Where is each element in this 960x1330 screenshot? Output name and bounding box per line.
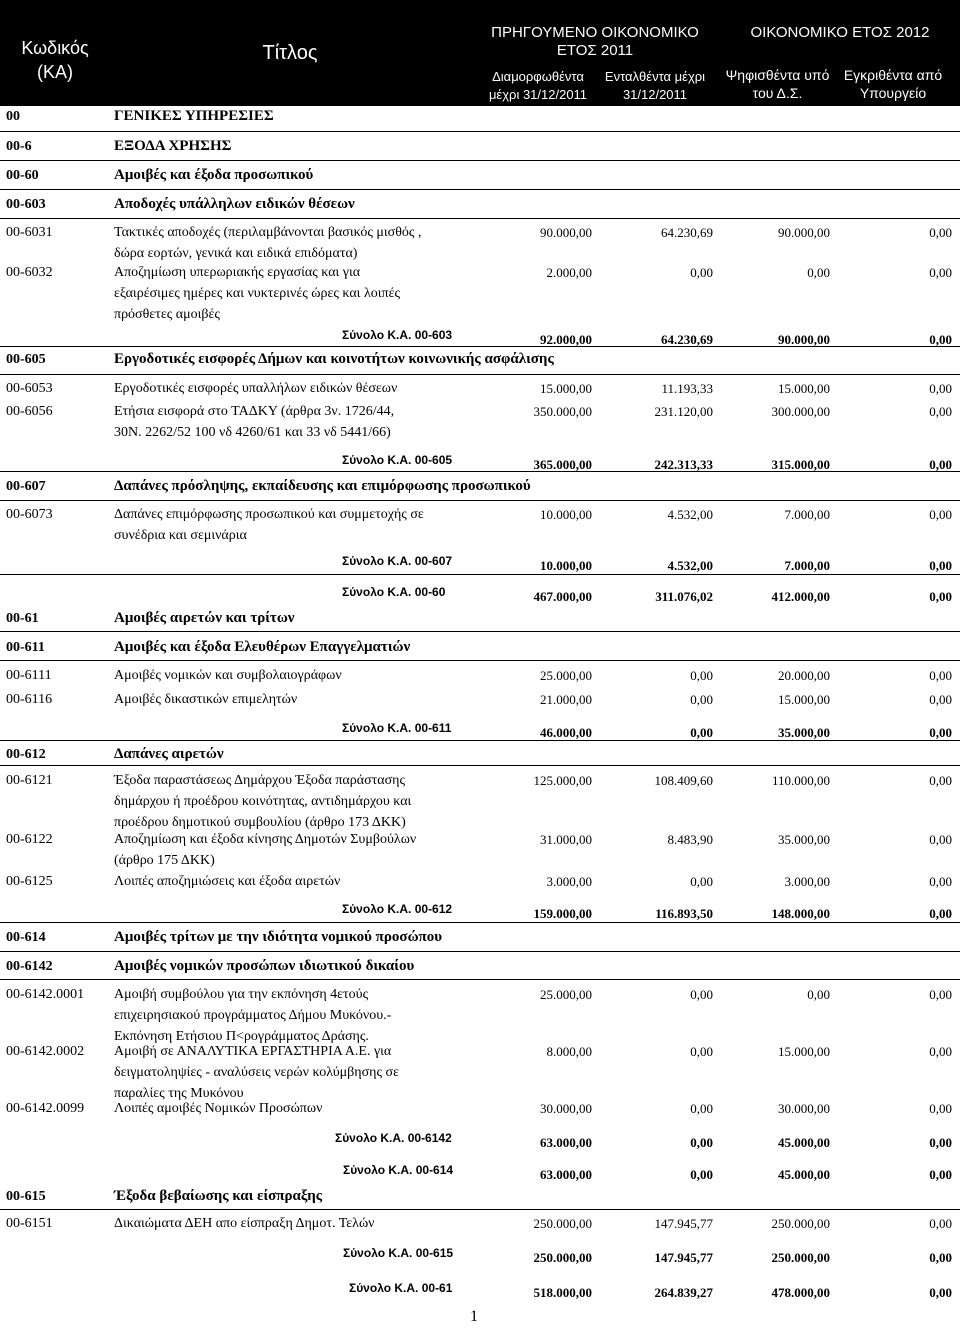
row-divider [0, 951, 960, 952]
amount-cell: 4.532,00 [667, 507, 713, 522]
account-title: Τακτικές αποδοχές (περιλαμβάνονται βασικός μισθός , [114, 225, 422, 240]
amount-cell: 478.000,00 [771, 1285, 830, 1300]
header-prev-committed: Ενταλθέντα μέχρι 31/12/2011 [604, 69, 706, 102]
account-title: επιχειρησιακού προγράμματος Δήμου Μυκόνου.- [114, 1008, 392, 1023]
row-divider [0, 1209, 960, 1210]
amount-cell: 108.409,60 [654, 773, 713, 788]
account-title: προέδρου δημοτικού συμβουλίου (άρθρο 173 ΔΚΚ) [114, 815, 406, 830]
account-code: 00-611 [6, 640, 45, 655]
account-title: δημάρχου ή προέδρου κοινότητας, αντιδημάρχου και [114, 794, 412, 809]
subtotal-label: Σύνολο Κ.Α. 00-61 [349, 1281, 453, 1295]
account-title: Ετήσια εισφορά στο ΤΑΔΚΥ (άρθρα 3ν. 1726/44, [114, 404, 395, 419]
row-divider [0, 500, 960, 501]
header-prev-shaped: Διαμορφωθέντα μέχρι 31/12/2011 [488, 69, 588, 102]
amount-cell: 242.313,33 [654, 457, 713, 472]
account-code: 00-6032 [6, 265, 53, 280]
account-code: 00-6056 [6, 404, 53, 419]
row-divider [0, 574, 960, 575]
account-code: 00-6111 [6, 668, 52, 683]
amount-cell: 25.000,00 [540, 987, 592, 1002]
amount-cell: 31.000,00 [540, 832, 592, 847]
account-title: Αμοιβές νομικών και συμβολαιογράφων [114, 668, 342, 683]
section-title: ΓΕΝΙΚΕΣ ΥΠΗΡΕΣΙΕΣ [114, 108, 274, 124]
account-code: 00-614 [6, 930, 46, 945]
amount-cell: 0,00 [929, 381, 952, 396]
row-divider [0, 631, 960, 632]
amount-cell: 300.000,00 [771, 404, 830, 419]
amount-cell: 148.000,00 [771, 906, 830, 921]
amount-cell: 467.000,00 [533, 589, 592, 604]
amount-cell: 0,00 [690, 668, 713, 683]
account-title: δώρα εορτών, γενικά και ειδικά επιδόματα) [114, 246, 358, 261]
account-title: παραλίες της Μυκόνου [114, 1086, 244, 1101]
account-code: 00-6125 [6, 874, 53, 889]
amount-cell: 110.000,00 [771, 773, 830, 788]
row-divider [0, 979, 960, 980]
page-number: 1 [470, 1308, 478, 1325]
account-code: 00-6116 [6, 692, 53, 707]
account-code: 00-6122 [6, 832, 53, 847]
amount-cell: 0,00 [929, 1167, 952, 1182]
amount-cell: 35.000,00 [778, 832, 830, 847]
amount-cell: 0,00 [690, 1167, 713, 1182]
amount-cell: 0,00 [929, 692, 952, 707]
subtotal-label: Σύνολο Κ.Α. 00-607 [342, 554, 453, 568]
subtotal-label: Σύνολο Κ.Α. 00-6142 [335, 1131, 452, 1145]
subtotal-label: Σύνολο Κ.Α. 00-605 [342, 453, 453, 467]
amount-cell: 147.945,77 [654, 1216, 713, 1231]
amount-cell: 0,00 [929, 1216, 952, 1231]
amount-cell: 365.000,00 [533, 457, 592, 472]
amount-cell: 0,00 [807, 265, 830, 280]
amount-cell: 35.000,00 [778, 725, 830, 740]
account-title: Εκπόνηση Ετήσιου Π<ρογράμματος Δράσης. [114, 1029, 369, 1044]
amount-cell: 116.893,50 [655, 906, 713, 921]
row-divider [0, 160, 960, 161]
account-code: 00-61 [6, 611, 39, 626]
account-code: 00-6142.0099 [6, 1101, 85, 1116]
account-code: 00-6151 [6, 1216, 53, 1231]
row-divider [0, 765, 960, 766]
amount-cell: 0,00 [929, 874, 952, 889]
amount-cell: 250.000,00 [533, 1216, 592, 1231]
amount-cell: 0,00 [690, 1135, 713, 1150]
account-title: 30Ν. 2262/52 100 νδ 4260/61 και 33 νδ 5441/66) [114, 425, 391, 440]
amount-cell: 0,00 [929, 1285, 952, 1300]
row-divider [0, 374, 960, 375]
amount-cell: 8.483,90 [667, 832, 713, 847]
account-title: Αμοιβή σε ΑΝΑΛΥΤΙΚΑ ΕΡΓΑΣΤΗΡΙΑ Α.Ε. για [114, 1044, 392, 1059]
amount-cell: 0,00 [929, 725, 952, 740]
row-divider [0, 660, 960, 661]
amount-cell: 264.839,27 [654, 1285, 713, 1300]
account-title: Αποζημίωση υπερωριακής εργασίας και για [114, 265, 361, 280]
amount-cell: 0,00 [929, 1101, 952, 1116]
amount-cell: 0,00 [929, 1250, 952, 1265]
amount-cell: 0,00 [929, 225, 952, 240]
row-divider [0, 218, 960, 219]
amount-cell: 25.000,00 [540, 668, 592, 683]
amount-cell: 10.000,00 [540, 558, 592, 573]
subtotal-label: Σύνολο Κ.Α. 00-615 [343, 1246, 454, 1260]
account-title: (άρθρο 175 ΔΚΚ) [114, 853, 215, 868]
account-title: Αμοιβές δικαστικών επιμελητών [114, 692, 298, 707]
account-code: 00-607 [6, 479, 46, 494]
amount-cell: 0,00 [929, 1044, 952, 1059]
account-title: εξαιρέσιμες ημέρες και νυκτερινές ώρες και λοιπές [114, 286, 400, 301]
account-code: 00-6 [6, 139, 32, 154]
amount-cell: 7.000,00 [784, 558, 830, 573]
amount-cell: 7.000,00 [784, 507, 830, 522]
header-prev-year: ΠΡΗΓΟΥΜΕΝΟ ΟΙΚΟΝΟΜΙΚΟ ΕΤΟΣ 2011 [491, 24, 699, 59]
account-code: 00-6121 [6, 773, 53, 788]
amount-cell: 3.000,00 [546, 874, 592, 889]
account-title: Αμοιβή συμβούλου για την εκπόνηση 4ετούς [114, 987, 369, 1002]
amount-cell: 0,00 [690, 1044, 713, 1059]
account-title: Δαπάνες επιμόρφωσης προσωπικού και συμμετοχής σε [114, 507, 424, 522]
amount-cell: 315.000,00 [771, 457, 830, 472]
account-code: 00 [6, 109, 20, 124]
amount-cell: 64.230,69 [661, 225, 713, 240]
amount-cell: 63.000,00 [540, 1135, 592, 1150]
amount-cell: 20.000,00 [778, 668, 830, 683]
amount-cell: 90.000,00 [778, 225, 830, 240]
account-code: 00-6142.0002 [6, 1044, 85, 1059]
amount-cell: 15.000,00 [778, 692, 830, 707]
amount-cell: 21.000,00 [540, 692, 592, 707]
amount-cell: 45.000,00 [778, 1135, 830, 1150]
amount-cell: 8.000,00 [546, 1044, 592, 1059]
section-title: Αποδοχές υπάλληλων ειδικών θέσεων [114, 196, 355, 212]
account-code: 00-612 [6, 747, 46, 762]
account-title: Λοιπές αμοιβές Νομικών Προσώπων [114, 1101, 323, 1116]
amount-cell: 4.532,00 [667, 558, 713, 573]
section-title: Δαπάνες πρόσληψης, εκπαίδευσης και επιμόρφωσης προσωπικού [114, 478, 531, 494]
amount-cell: 30.000,00 [540, 1101, 592, 1116]
amount-cell: 3.000,00 [784, 874, 830, 889]
account-title: Εργοδοτικές εισφορές υπαλλήλων ειδικών θέσεων [114, 381, 398, 396]
amount-cell: 11.193,33 [661, 381, 713, 396]
subtotal-label: Σύνολο Κ.Α. 00-612 [342, 902, 453, 916]
section-title: Δαπάνες αιρετών [114, 746, 224, 762]
amount-cell: 159.000,00 [533, 906, 592, 921]
amount-cell: 147.945,77 [654, 1250, 713, 1265]
amount-cell: 2.000,00 [546, 265, 592, 280]
amount-cell: 64.230,69 [661, 332, 713, 347]
subtotal-label: Σύνολο Κ.Α. 00-611 [342, 721, 452, 735]
amount-cell: 0,00 [929, 507, 952, 522]
amount-cell: 0,00 [690, 874, 713, 889]
amount-cell: 0,00 [929, 265, 952, 280]
amount-cell: 45.000,00 [778, 1167, 830, 1182]
account-code: 00-6053 [6, 381, 53, 396]
section-title: Έξοδα βεβαίωσης και είσπραξης [114, 1188, 323, 1204]
amount-cell: 30.000,00 [778, 1101, 830, 1116]
amount-cell: 0,00 [807, 987, 830, 1002]
amount-cell: 0,00 [929, 457, 952, 472]
amount-cell: 15.000,00 [540, 381, 592, 396]
amount-cell: 412.000,00 [771, 589, 830, 604]
amount-cell: 15.000,00 [778, 1044, 830, 1059]
amount-cell: 0,00 [690, 692, 713, 707]
account-title: Αποζημίωση και έξοδα κίνησης Δημοτών Συμβούλων [114, 832, 417, 847]
subtotal-label: Σύνολο Κ.Α. 00-60 [342, 585, 446, 599]
amount-cell: 250.000,00 [771, 1216, 830, 1231]
account-code: 00-6073 [6, 507, 53, 522]
amount-cell: 0,00 [690, 1101, 713, 1116]
amount-cell: 90.000,00 [540, 225, 592, 240]
section-title: Αμοιβές νομικών προσώπων ιδιωτικού δικαίου [114, 958, 415, 974]
header-cur-approved: Εγκριθέντα από Υπουργείο [843, 67, 943, 101]
amount-cell: 0,00 [929, 773, 952, 788]
section-title: Αμοιβές και έξοδα Ελευθέρων Επαγγελματιών [114, 639, 411, 655]
account-title: πρόσθετες αμοιβές [114, 307, 220, 322]
amount-cell: 0,00 [929, 832, 952, 847]
amount-cell: 0,00 [929, 589, 952, 604]
amount-cell: 0,00 [929, 332, 952, 347]
amount-cell: 90.000,00 [778, 332, 830, 347]
subtotal-label: Σύνολο Κ.Α. 00-614 [343, 1163, 454, 1177]
amount-cell: 250.000,00 [771, 1250, 830, 1265]
account-code: 00-603 [6, 197, 46, 212]
account-code: 00-605 [6, 352, 46, 367]
account-title: Έξοδα παραστάσεως Δημάρχου Έξοδα παράστασης [114, 773, 406, 788]
account-code: 00-6031 [6, 225, 53, 240]
account-code: 00-615 [6, 1189, 46, 1204]
amount-cell: 92.000,00 [540, 332, 592, 347]
header-code: Κωδικός (ΚΑ) [21, 38, 89, 82]
section-title: Εργοδοτικές εισφορές Δήμων και κοινοτήτων κοινωνικής ασφάλισης [114, 351, 554, 367]
amount-cell: 350.000,00 [533, 404, 592, 419]
amount-cell: 518.000,00 [533, 1285, 592, 1300]
amount-cell: 10.000,00 [540, 507, 592, 522]
amount-cell: 311.076,02 [655, 589, 713, 604]
amount-cell: 125.000,00 [533, 773, 592, 788]
section-title: Αμοιβές τρίτων με την ιδιότητα νομικού προσώπου [114, 929, 443, 945]
section-title: ΕΞΟΔΑ ΧΡΗΣΗΣ [114, 138, 232, 154]
table-header [0, 0, 960, 106]
header-cur-year: ΟΙΚΟΝΟΜΙΚΟ ΕΤΟΣ 2012 [750, 24, 930, 41]
subtotal-label: Σύνολο Κ.Α. 00-603 [342, 328, 453, 342]
amount-cell: 0,00 [929, 987, 952, 1002]
amount-cell: 0,00 [929, 404, 952, 419]
amount-cell: 0,00 [690, 265, 713, 280]
account-title: Δικαιώματα ΔΕΗ απο είσπραξη Δημοτ. Τελών [114, 1216, 375, 1231]
amount-cell: 0,00 [929, 1135, 952, 1150]
account-code: 00-6142.0001 [6, 987, 85, 1002]
row-divider [0, 131, 960, 132]
row-divider [0, 922, 960, 923]
section-title: Αμοιβές αιρετών και τρίτων [114, 610, 295, 626]
account-title: συνέδρια και σεμινάρια [114, 528, 247, 543]
amount-cell: 0,00 [690, 725, 713, 740]
header-title: Τίτλος [262, 42, 318, 64]
section-title: Αμοιβές και έξοδα προσωπικού [114, 167, 314, 183]
amount-cell: 250.000,00 [533, 1250, 592, 1265]
amount-cell: 0,00 [690, 987, 713, 1002]
account-code: 00-6142 [6, 959, 53, 974]
amount-cell: 0,00 [929, 558, 952, 573]
amount-cell: 231.120,00 [654, 404, 713, 419]
amount-cell: 0,00 [929, 668, 952, 683]
amount-cell: 15.000,00 [778, 381, 830, 396]
amount-cell: 63.000,00 [540, 1167, 592, 1182]
account-title: δειγματοληψίες - αναλύσεις νερών κολύμβησης σε [114, 1065, 399, 1080]
row-divider [0, 189, 960, 190]
account-code: 00-60 [6, 168, 39, 183]
amount-cell: 46.000,00 [540, 725, 592, 740]
amount-cell: 0,00 [929, 906, 952, 921]
account-title: Λοιπές αποζημιώσεις και έξοδα αιρετών [114, 874, 341, 889]
header-cur-voted: Ψηφισθέντα υπό του Δ.Σ. [725, 67, 830, 101]
